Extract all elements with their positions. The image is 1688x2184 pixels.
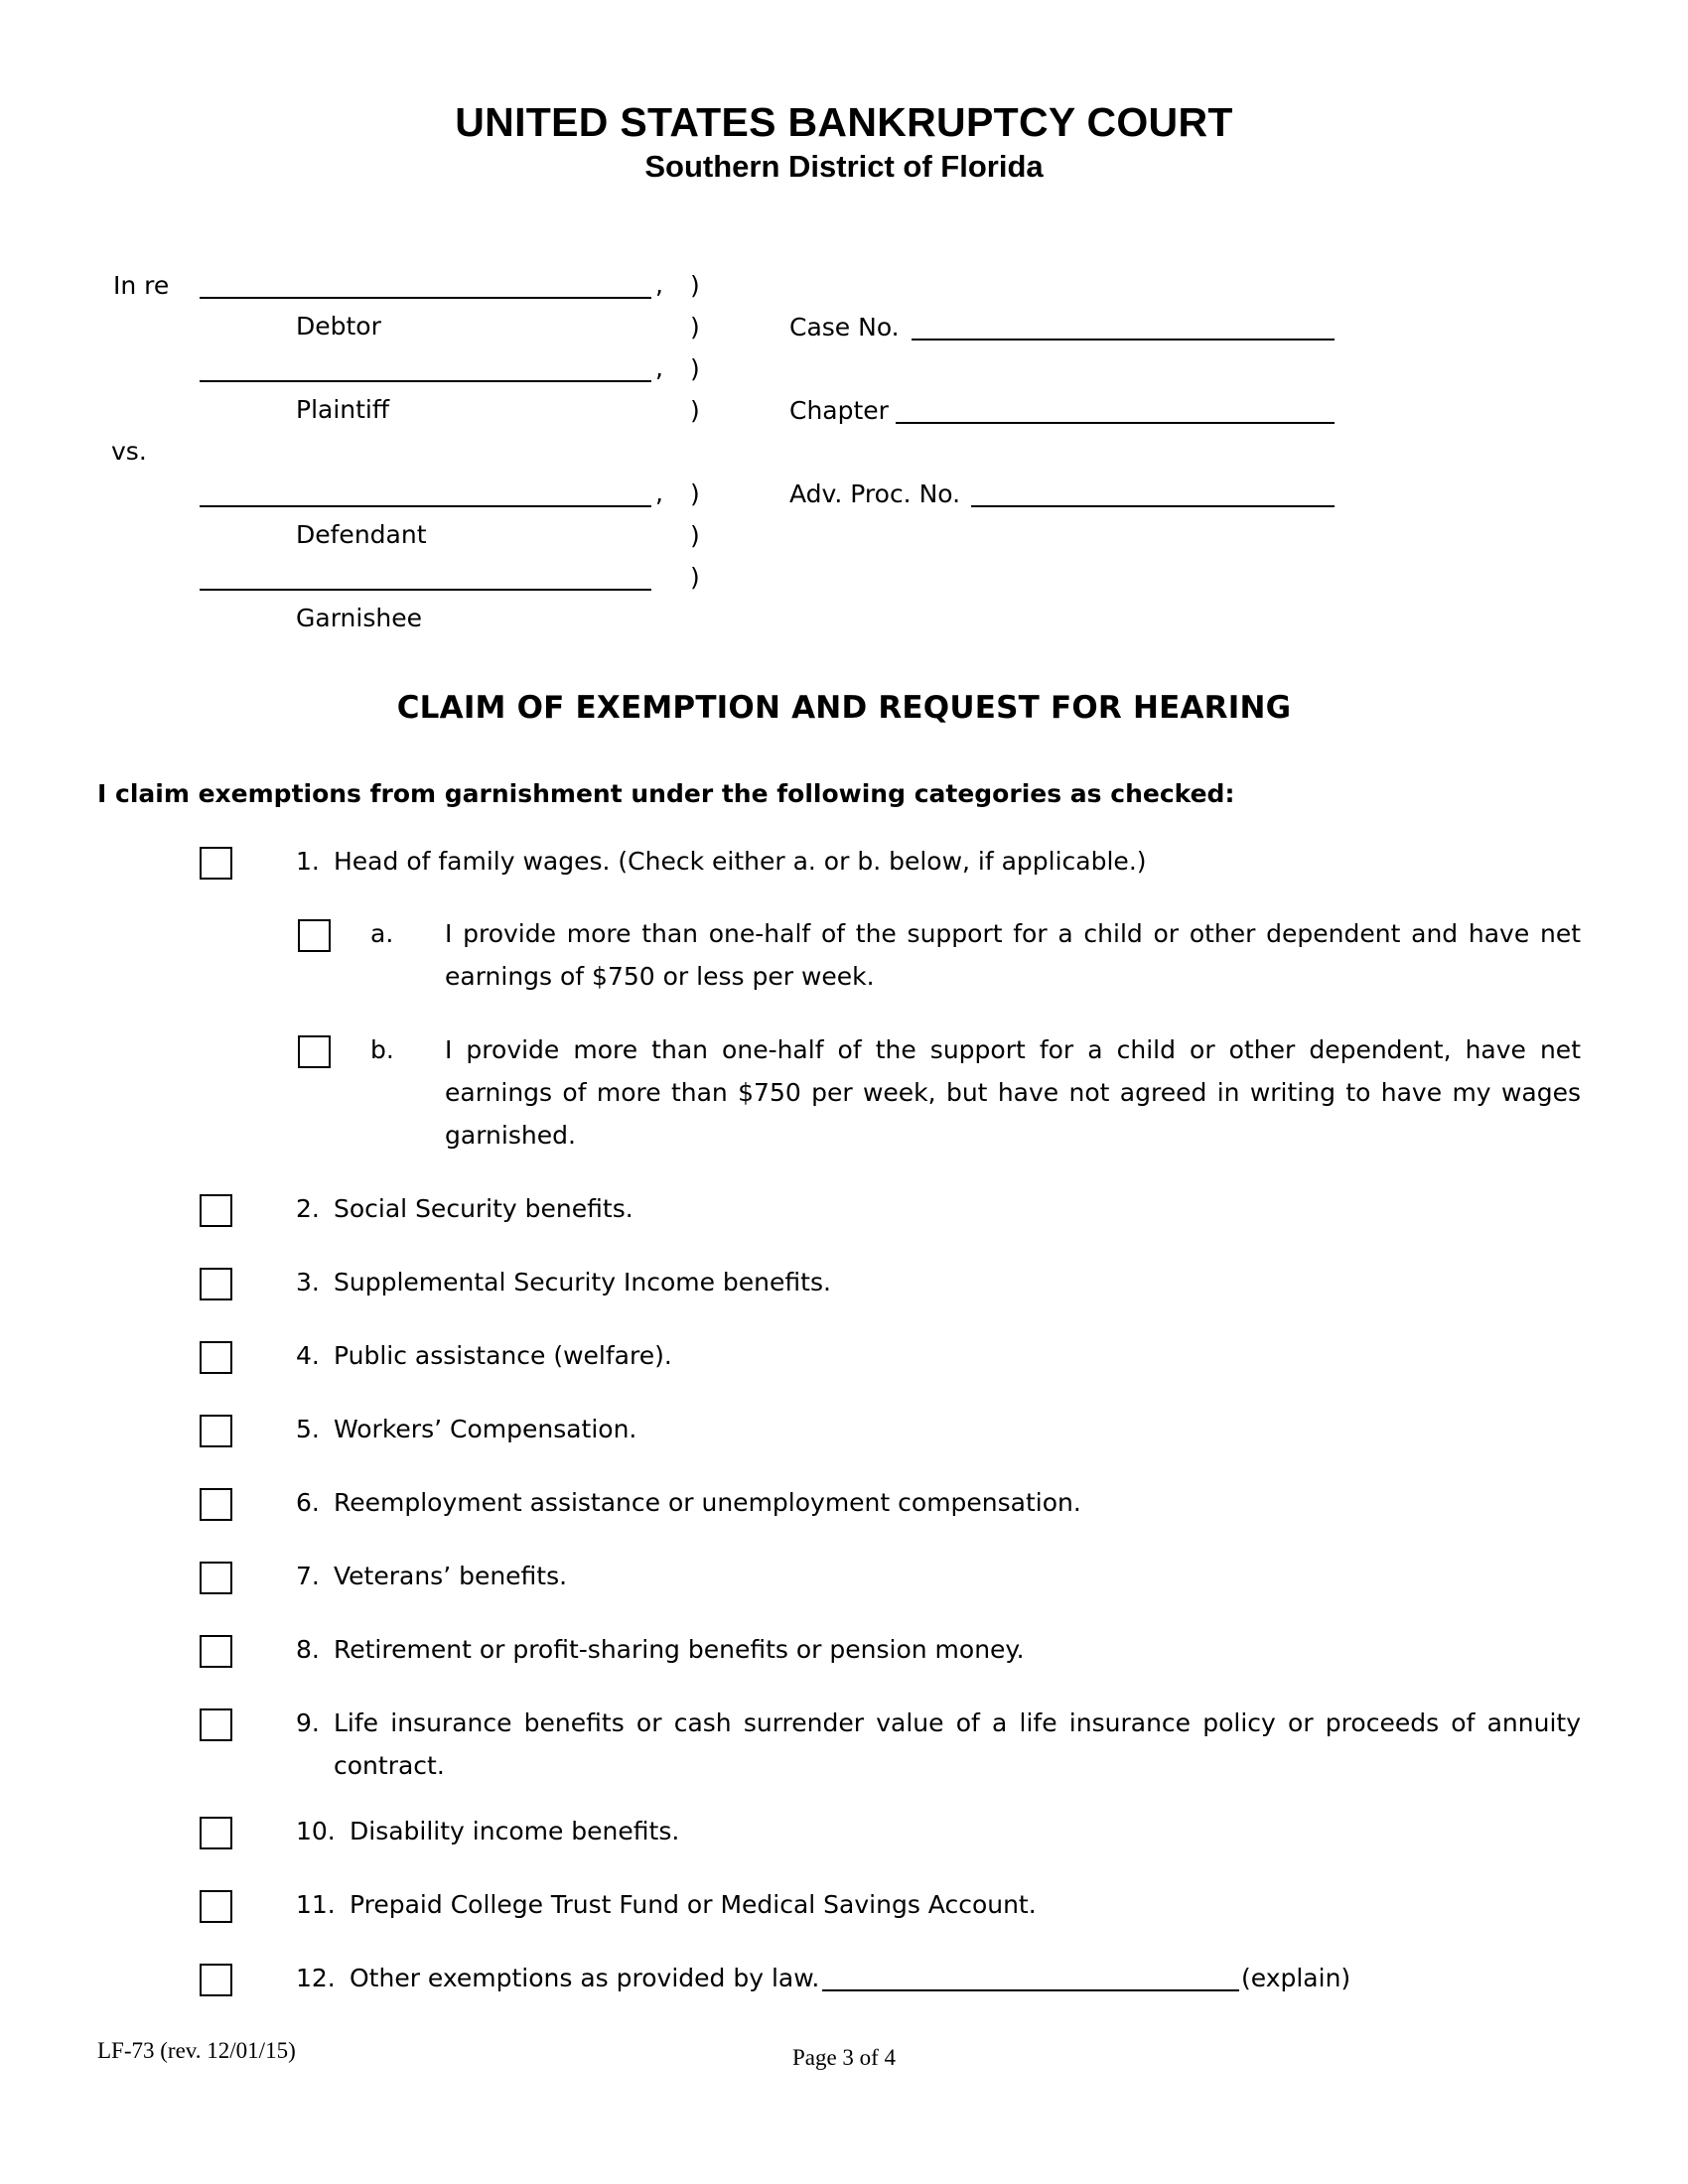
chapter-field[interactable] [896, 422, 1335, 424]
item-number: 7. [296, 1562, 320, 1590]
item-number: 6. [296, 1488, 320, 1517]
checkbox-item-5[interactable] [200, 1415, 232, 1447]
vs-label: vs. [111, 437, 147, 466]
comma: , [655, 478, 663, 507]
plaintiff-name-field[interactable] [200, 380, 651, 382]
item-text: Prepaid College Trust Fund or Medical Savings Account. [350, 1890, 1037, 1919]
item-text: Other exemptions as provided by law. [350, 1964, 820, 1992]
caption-paren: ) [690, 479, 700, 508]
form-title: CLAIM OF EXEMPTION AND REQUEST FOR HEARING [396, 690, 1292, 726]
item-number: 12. [296, 1964, 336, 1992]
item-number: 5. [296, 1415, 320, 1443]
checkbox-item-3[interactable] [200, 1268, 232, 1300]
other-exemption-field[interactable] [822, 1989, 1239, 1991]
item-text: Social Security benefits. [334, 1194, 633, 1223]
item-text: Life insurance benefits or cash surrender value of a life insurance policy or proceeds of annuity contract. [334, 1708, 1581, 1780]
item-letter: b. [370, 1035, 394, 1064]
item-text: Veterans’ benefits. [334, 1562, 568, 1590]
item-text: I provide more than one-half of the support for a child or other dependent and have net earnings of $750 or less per week. [445, 919, 1581, 991]
plaintiff-label: Plaintiff [296, 395, 390, 424]
checkbox-item-12[interactable] [200, 1964, 232, 1996]
checkbox-item-1[interactable] [200, 847, 232, 880]
caption-paren: ) [690, 396, 700, 425]
item-letter: a. [370, 919, 394, 948]
comma: , [655, 270, 663, 299]
caption-paren: ) [690, 313, 700, 341]
district-name: Southern District of Florida [644, 149, 1044, 184]
item-text: Retirement or profit-sharing benefits or pension money. [334, 1635, 1025, 1664]
checkbox-item-7[interactable] [200, 1562, 232, 1594]
case-no-label: Case No. [789, 313, 900, 341]
in-re-label: In re [113, 271, 170, 300]
checkbox-item-10[interactable] [200, 1817, 232, 1849]
checkbox-item-6[interactable] [200, 1488, 232, 1521]
garnishee-label: Garnishee [296, 604, 422, 632]
item-number: 4. [296, 1341, 320, 1370]
checkbox-item-11[interactable] [200, 1890, 232, 1923]
checkbox-item-1b[interactable] [298, 1035, 331, 1068]
item-number: 9. [296, 1708, 320, 1737]
chapter-label: Chapter [789, 396, 889, 425]
garnishee-name-field[interactable] [200, 589, 651, 591]
debtor-label: Debtor [296, 312, 381, 341]
caption-paren: ) [690, 563, 700, 592]
defendant-name-field[interactable] [200, 505, 651, 507]
item-text: I provide more than one-half of the support for a child or other dependent, have net earnings of more than $750 per week, but have not agreed in writing to have my wages garnished. [445, 1035, 1581, 1150]
item-number: 11. [296, 1890, 336, 1919]
item-text: Supplemental Security Income benefits. [334, 1268, 831, 1297]
caption-paren: ) [690, 521, 700, 550]
item-number: 3. [296, 1268, 320, 1297]
item-text: Disability income benefits. [350, 1817, 680, 1845]
item-text: Head of family wages. (Check either a. or b. below, if applicable.) [334, 847, 1147, 876]
item-text: Reemployment assistance or unemployment compensation. [334, 1488, 1081, 1517]
checkbox-item-1a[interactable] [298, 919, 331, 952]
debtor-name-field[interactable] [200, 297, 651, 299]
form-id: LF-73 (rev. 12/01/15) [97, 2038, 296, 2063]
checkbox-item-2[interactable] [200, 1194, 232, 1227]
case-no-field[interactable] [912, 339, 1335, 341]
comma: , [655, 353, 663, 382]
page-number: Page 3 of 4 [791, 2045, 897, 2070]
item-number: 1. [296, 847, 320, 876]
adv-proc-label: Adv. Proc. No. [789, 479, 961, 508]
intro-text: I claim exemptions from garnishment under the following categories as checked: [97, 779, 1235, 808]
checkbox-item-4[interactable] [200, 1341, 232, 1374]
item-text: Public assistance (welfare). [334, 1341, 672, 1370]
caption-paren: ) [690, 354, 700, 383]
item-number: 2. [296, 1194, 320, 1223]
explain-label: (explain) [1241, 1964, 1351, 1992]
court-name: UNITED STATES BANKRUPTCY COURT [455, 99, 1233, 145]
adv-proc-field[interactable] [971, 505, 1335, 507]
checkbox-item-9[interactable] [200, 1708, 232, 1741]
item-number: 8. [296, 1635, 320, 1664]
item-number: 10. [296, 1817, 336, 1845]
caption-paren: ) [690, 271, 700, 300]
checkbox-item-8[interactable] [200, 1635, 232, 1668]
defendant-label: Defendant [296, 520, 427, 549]
item-text: Workers’ Compensation. [334, 1415, 637, 1443]
